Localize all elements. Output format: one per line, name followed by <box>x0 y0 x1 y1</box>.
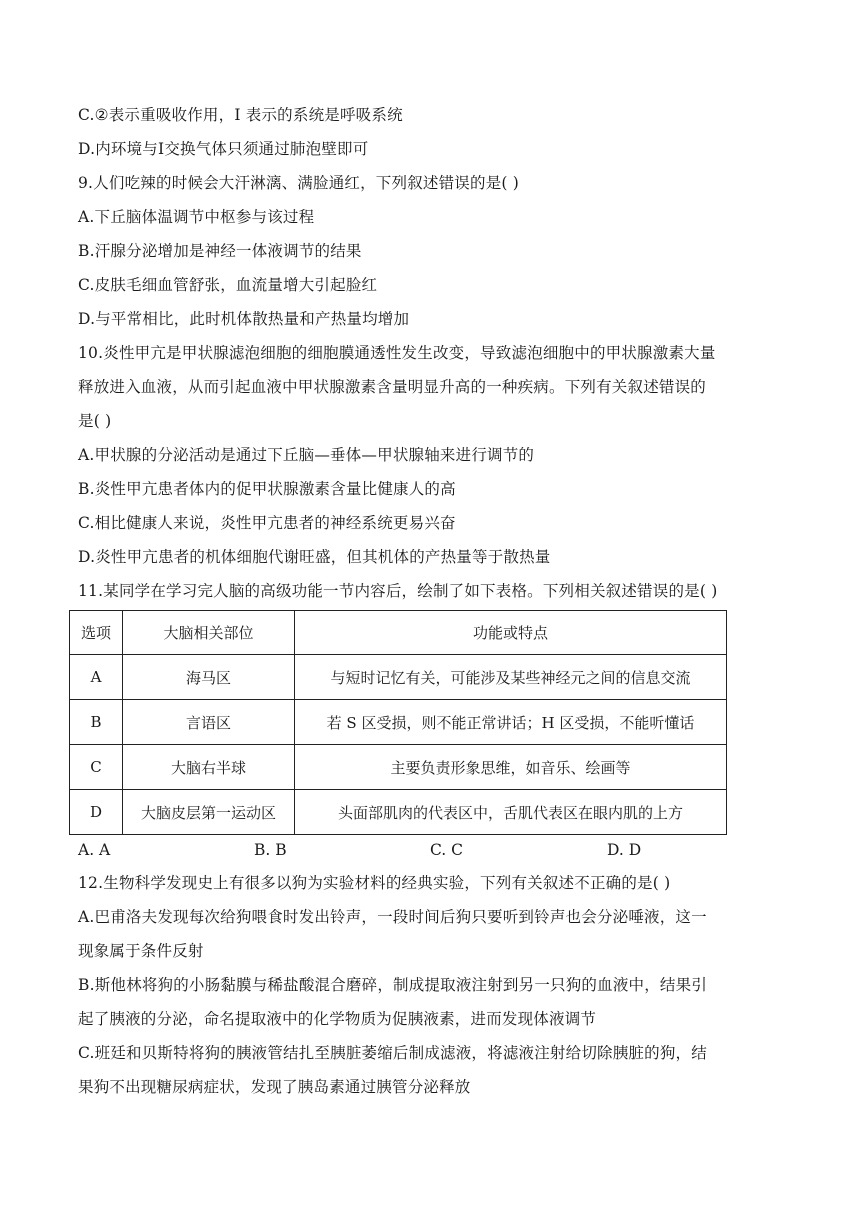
q9-stem: 9.人们吃辣的时候会大汗淋漓、满脸通红，下列叙述错误的是( ) <box>78 174 520 192</box>
table-header-cell: 功能或特点 <box>295 611 727 655</box>
table-cell: 大脑皮层第一运动区 <box>123 790 295 835</box>
q11-options <box>78 840 778 860</box>
q10-option-a: A.甲状腺的分泌活动是通过下丘脑—垂体—甲状腺轴来进行调节的 <box>78 446 535 464</box>
table-cell: C <box>70 745 123 790</box>
q12-option-a-line-2: 现象属于条件反射 <box>78 942 204 960</box>
table-row <box>70 700 727 745</box>
brain-function-table <box>69 610 727 835</box>
q12-option-a-line-1: A.巴甫洛夫发现每次给狗喂食时发出铃声，一段时间后狗只要听到铃声也会分泌唾液，这一 <box>78 908 707 926</box>
table-cell: 与短时记忆有关，可能涉及某些神经元之间的信息交流 <box>295 655 727 700</box>
table-cell: D <box>70 790 123 835</box>
q10-option-b: B.炎性甲亢患者体内的促甲状腺激素含量比健康人的高 <box>78 480 456 498</box>
table-cell: 主要负责形象思维，如音乐、绘画等 <box>295 745 727 790</box>
q10-option-d: D.炎性甲亢患者的机体细胞代谢旺盛，但其机体的产热量等于散热量 <box>78 548 551 566</box>
q11-option-a: A. A <box>78 841 111 859</box>
table-header-cell: 大脑相关部位 <box>123 611 295 655</box>
q8-option-d: D.内环境与I交换气体只须通过肺泡壁即可 <box>78 140 369 158</box>
table-cell: 若 S 区受损，则不能正常讲话；H 区受损，不能听懂话 <box>295 700 727 745</box>
q11-option-c: C. C <box>430 841 464 859</box>
q12-option-b-line-1: B.斯他林将狗的小肠黏膜与稀盐酸混合磨碎，制成提取液注射到另一只狗的血液中，结果引 <box>78 976 708 994</box>
q9-option-a: A.下丘脑体温调节中枢参与该过程 <box>78 208 315 226</box>
q11-option-d: D. D <box>607 841 642 859</box>
q10-stem-line-2: 释放进入血液，从而引起血液中甲状腺激素含量明显升高的一种疾病。下列有关叙述错误的 <box>78 378 707 396</box>
q9-option-b: B.汗腺分泌增加是神经一体液调节的结果 <box>78 242 362 260</box>
table-cell: 大脑右半球 <box>123 745 295 790</box>
table-cell: B <box>70 700 123 745</box>
table-cell: 言语区 <box>123 700 295 745</box>
table-header-row <box>70 611 727 655</box>
table-cell: 头面部肌肉的代表区中，舌肌代表区在眼内肌的上方 <box>295 790 727 835</box>
q12-stem: 12.生物科学发现史上有很多以狗为实验材料的经典实验，下列有关叙述不正确的是( ) <box>78 874 671 892</box>
q11-option-b: B. B <box>254 841 287 859</box>
q11-stem: 11.某同学在学习完人脑的高级功能一节内容后，绘制了如下表格。下列相关叙述错误的是( ) <box>78 582 718 600</box>
q12-option-c-line-2: 果狗不出现糖尿病症状，发现了胰岛素通过胰管分泌释放 <box>78 1078 471 1096</box>
q10-stem-line-1: 10.炎性甲亢是甲状腺滤泡细胞的细胞膜通透性发生改变，导致滤泡细胞中的甲状腺激素大量 <box>78 344 716 362</box>
q9-option-c: C.皮肤毛细血管舒张，血流量增大引起脸红 <box>78 276 378 294</box>
q10-stem-line-3: 是( ) <box>78 412 112 430</box>
q9-option-d: D.与平常相比，此时机体散热量和产热量均增加 <box>78 310 410 328</box>
table-header-cell: 选项 <box>70 611 123 655</box>
q12-option-b-line-2: 起了胰液的分泌，命名提取液中的化学物质为促胰液素，进而发现体液调节 <box>78 1010 597 1028</box>
q8-option-c: C.②表示重吸收作用，I 表示的系统是呼吸系统 <box>78 106 403 124</box>
table-row <box>70 655 727 700</box>
table-row <box>70 790 727 835</box>
table-cell: A <box>70 655 123 700</box>
table-cell: 海马区 <box>123 655 295 700</box>
table-row <box>70 745 727 790</box>
q12-option-c-line-1: C.班廷和贝斯特将狗的胰液管结扎至胰脏萎缩后制成滤液，将滤液注射给切除胰脏的狗，结 <box>78 1044 707 1062</box>
q10-option-c: C.相比健康人来说，炎性甲亢患者的神经系统更易兴奋 <box>78 514 456 532</box>
